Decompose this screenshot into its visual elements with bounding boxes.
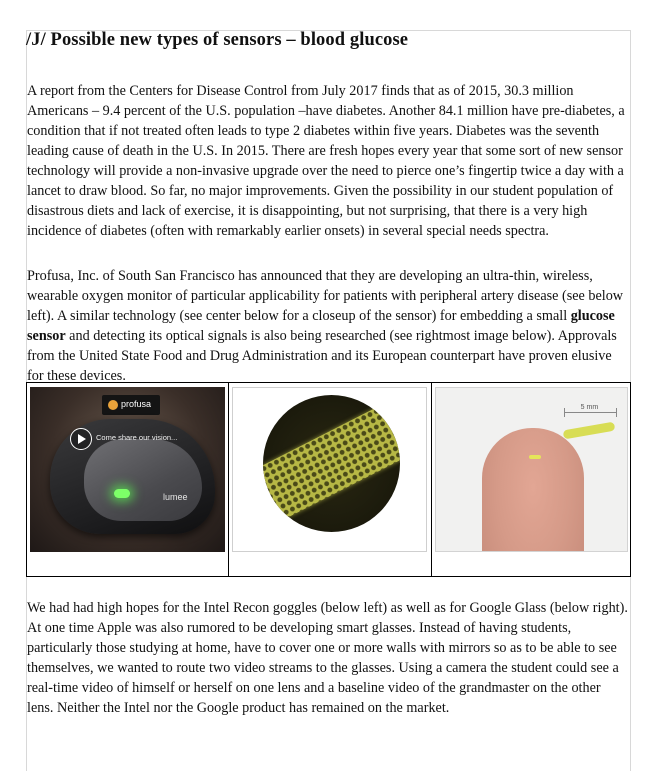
porous-sensor-strip <box>263 395 400 532</box>
fingertip-implant-photo <box>435 387 628 552</box>
paragraph-smart-glasses: We had had high hopes for the Intel Recon goggles (below left) as well as for Google Glass (below right). At one time Apple was also rumored to be developing smart glasses. Instead of having students, particularly those studying at home, have to cover one or more walls with mirrors so as to be able to see themselves, we wanted to route two video streams to the glasses. Using a camera the student could see a real-time video of himself or herself on one lens and a baseline video of the grandmaster on the other lens. Neither the Intel nor the Google product has remained on the market. <box>27 600 628 716</box>
image-cell-left <box>27 383 228 576</box>
green-led-icon <box>114 489 130 498</box>
paragraph-profusa-text-2: and detecting its optical signals is also being researched (see rightmost image below). Approvals from the United State Food and Drug Administration and its European counterpart have proven elusive for these devices. <box>27 328 617 384</box>
image-table <box>26 382 631 577</box>
video-play-icon[interactable] <box>70 428 92 450</box>
scale-bar <box>564 412 616 413</box>
device-face <box>84 439 202 521</box>
profusa-device-photo[interactable] <box>30 387 225 552</box>
profusa-logo <box>102 395 160 415</box>
image-cell-right <box>431 383 630 576</box>
image-cell-center <box>228 383 430 576</box>
scale-bar-tick-left <box>564 408 565 417</box>
sensor-enlarged <box>562 422 615 440</box>
fingertip <box>482 428 584 552</box>
profusa-logo-mark-icon <box>108 400 118 410</box>
sensor-closeup-photo <box>232 387 427 552</box>
video-caption: Come share our vision... <box>96 433 178 442</box>
scale-bar-tick-right <box>616 408 617 417</box>
scale-label: 5 mm <box>580 404 599 411</box>
paragraph-profusa-text-1: Profusa, Inc. of South San Francisco has announced that they are developing an ultra-thin, wireless, wearable oxygen monitor of particular applicability for patients with peripheral artery disease (see below left). A similar technology (see center below for a closeup of the sensor) for embedding a small <box>27 268 624 324</box>
paragraph-diabetes-statistics: A report from the Centers for Disease Control from July 2017 finds that as of 2015, 30.3 million Americans – 9.4 percent of the U.S. population –have diabetes. Another 84.1 million have pre-diabetes, a condition that if not treated often leads to type 2 diabetes within five years. Diabetes was the seventh leading cause of death in the U.S. In 2015. There are fresh hopes every year that some sort of new sensor technology will provide a non-invasive upgrade over the need to pierce one’s fingertip twice a day with a lancet to draw blood. So far, no major improvements. Given the possibility in our student population of disastrous diets and lack of exercise, it is disappointing, but not surprising, that there is a very high incidence of diabetes (often with remarkably earlier onsets) in several special needs spectra. <box>27 83 625 239</box>
section-heading: /J/ Possible new types of sensors – blood glucose <box>26 30 409 50</box>
glucose-sensor-bold: glucose sensor <box>27 308 615 344</box>
implanted-sensor <box>529 455 541 459</box>
paragraph-profusa <box>27 266 629 386</box>
device-label: lumee <box>163 492 188 502</box>
profusa-logo-text: profusa <box>121 399 152 409</box>
microscope-view <box>263 395 400 532</box>
